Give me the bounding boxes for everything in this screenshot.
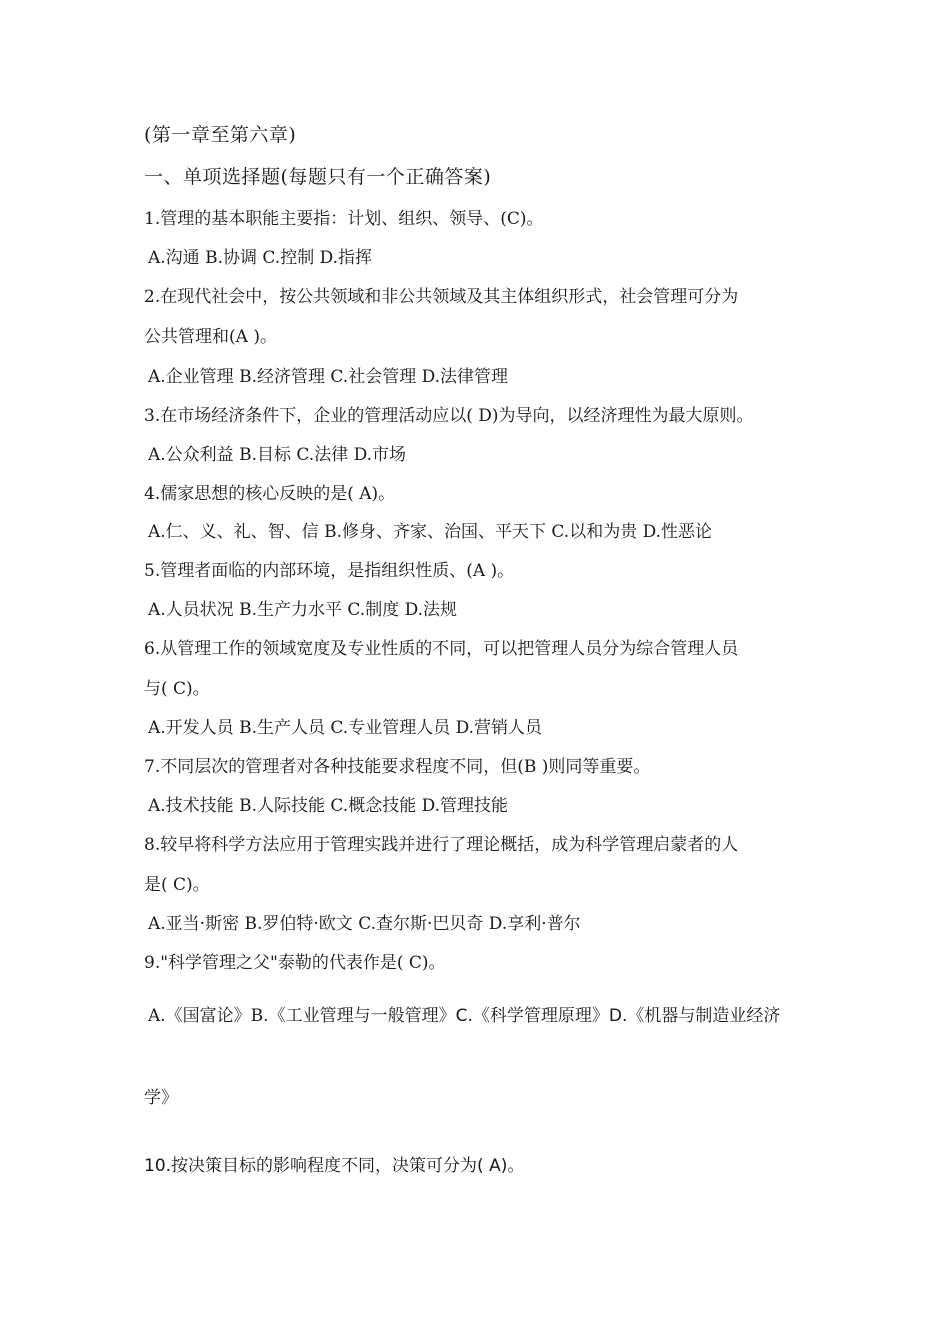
question-2-cont: 公共管理和(A )。 — [144, 327, 277, 347]
section-title: 一、单项选择题(每题只有一个正确答案) — [144, 166, 492, 188]
question-2: 2.在现代社会中，按公共领域和非公共领域及其主体组织形式，社会管理可分为 — [144, 287, 739, 307]
question-4: 4.儒家思想的核心反映的是( A)。 — [144, 484, 396, 504]
question-8-cont: 是( C)。 — [144, 875, 210, 895]
question-9-options-sans: C.《科学管理原理》D.《机器与制造业经济 — [455, 1006, 781, 1026]
question-2-options: A.企业管理 B.经济管理 C.社会管理 D.法律管理 — [148, 367, 509, 387]
chapter-range: (第一章至第六章) — [144, 124, 297, 146]
question-4-options: A.仁、义、礼、智、信 B.修身、齐家、治国、平天下 C.以和为贵 D.性恶论 — [148, 522, 713, 542]
question-10-text: 10.按决策目标的影响程度不同，决策可分为( A)。 — [144, 1156, 525, 1176]
question-3: 3.在市场经济条件下，企业的管理活动应以( D)为导向，以经济理性为最大原则。 — [144, 406, 754, 426]
question-6-options: A.开发人员 B.生产人员 C.专业管理人员 D.营销人员 — [148, 718, 543, 738]
question-10 — [144, 1155, 524, 1177]
question-9-options-cont: 学》 — [144, 1088, 178, 1108]
question-8: 8.较早将科学方法应用于管理实践并进行了理论概括，成为科学管理启蒙者的人 — [144, 835, 739, 855]
question-1: 1.管理的基本职能主要指：计划、组织、领导、(C)。 — [144, 209, 544, 229]
question-9-options-serif: A.《国富论》B.《工业管理与一般管理》 — [148, 1006, 456, 1026]
question-5: 5.管理者面临的内部环境，是指组织性质、(A )。 — [144, 561, 515, 581]
question-1-options: A.沟通 B.协调 C.控制 D.指挥 — [148, 248, 373, 268]
question-3-options: A.公众利益 B.目标 C.法律 D.市场 — [148, 445, 407, 465]
question-5-options: A.人员状况 B.生产力水平 C.制度 D.法规 — [148, 600, 458, 620]
question-7: 7.不同层次的管理者对各种技能要求程度不同，但(B )则同等重要。 — [144, 757, 651, 777]
question-9: 9."科学管理之父"泰勒的代表作是( C)。 — [144, 953, 446, 973]
question-6: 6.从管理工作的领域宽度及专业性质的不同，可以把管理人员分为综合管理人员 — [144, 639, 739, 659]
question-8-options: A.亚当·斯密 B.罗伯特·欧文 C.查尔斯·巴贝奇 D.享利·普尔 — [148, 914, 581, 934]
question-6-cont: 与( C)。 — [144, 679, 210, 699]
question-9-options — [148, 1005, 780, 1027]
question-7-options: A.技术技能 B.人际技能 C.概念技能 D.管理技能 — [148, 796, 509, 816]
